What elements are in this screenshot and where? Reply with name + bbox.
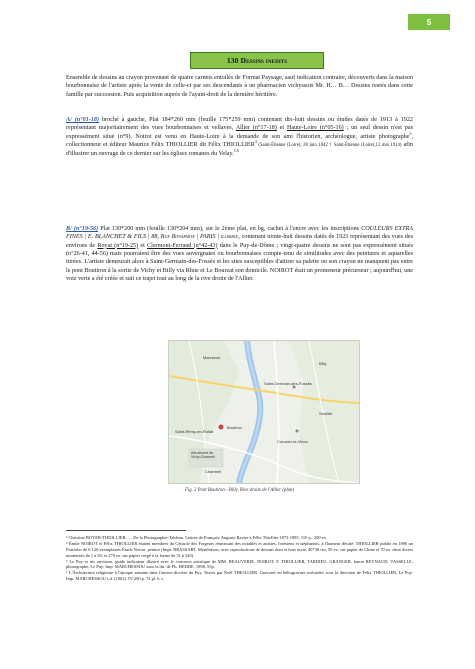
map-label-aerodrome: Aérodrome de Vichy-Charmeil (191, 451, 215, 459)
footnote-6: ⁶ L'Architecture religieuse à l'époque romane dans l'ancien diocèse du Puy. Textes par Noël THIOLLIER. Gravures en héliogravure exécutées sous la direction de Félix THIOLLIER. Le Puy: Imp. MARCHESSOU s.d. [1902]. IV-200 p. 72 pl. h.-t. (66, 570, 413, 582)
map-figure (168, 340, 360, 484)
footnote-ref-4: 4 (254, 138, 257, 144)
section-title: 130 Dessins inedits (190, 52, 324, 69)
allier-ref: Allier (n°17-18) (235, 125, 277, 132)
notebook-a-ref: A/ (n°01-18) (66, 117, 100, 123)
paragraph-notebook-a: A/ (n°01-18) broché à gauche, Plat 184*260 mm (feuille 175*259 mm) contenant dix-huit dessins ou études datés de 1913 à 1922 représentant majoritairement des vues bourbonnaises et vellaves, Allier (n°17-18) et Haute-Loire (n°05-16) ; un seul dessin n'est pas expressément situé (n°9). Noirot est venu en Haute-Loire à la demande de son ami l'historien, archéologue, artiste photographe$^3$, collectionneur et éditeur Maurice Félix THIOLLIER dit Félix THIOLLIER$^4$ (Saint-Étienne (Loire), 28 juin 1842 † Saint-Étienne (Loire),12 mai 1914) afin d'illustrer un ouvrage de ce dernier sur les églises romanes du Velay.$^{5 6}$ (66, 117, 414, 158)
figure-caption: Fig. 2 Pont Boutiron - Billy, Rive droite de l'Allier (plan) (184, 488, 295, 493)
thiollier-bio: (Saint-Étienne (Loire), 28 juin 1842 † Saint-Étienne (Loire),12 mai 1914) (256, 143, 402, 149)
footnote-5: ⁵ Le Puy et ses environs, guide indicateur illustré avec le concours artistique de MM. BEAUVERIE, NOIROT, F. THIOLLIER, TARDIEU, GRANGER, baron REYNAUD, VASSELLE, photographe, Le Puy: Imp. MARCHESSOU sous la dir. de Ph. HEDDE, 1898, 55p. (66, 558, 413, 570)
footnote-rule (66, 530, 186, 531)
map-label-billy: Billy (319, 361, 327, 366)
map-label-seuillet: Seuillet (319, 411, 333, 416)
map-label-charmeil: Charmeil (205, 469, 222, 474)
haute-loire-ref: Haute-Loire (n°05-16) (286, 125, 344, 132)
paragraph-notebook-b: B/ (n°19-56) Plat 130*200 mm (feuille 130*204 mm), sur le 2ème plat, en bg, cachet à l'encre avec les inscriptions COULEURS EXTRA FINES | E. BLANCHET & FILS | 88, Rue Bonaparte | PARIS | illisible, contenant trente-huit dessins datés de 1923 représentant des vues des environs de Royat (n°19-25) et Clermont-Ferrand (n°42-43) dans le Puy-de-Dôme ; vingt-quatre dessins ne sont pas expressément situés (n°26-41, 44-56) mais pourraient être des vues auvergnates ou bourbonnaises compte-tenu de similitudes avec des peintures et aquarelles titrées. L'artiste demeurait alors à Saint-Germain-des-Fossés et les sites susceptibles d'attirer sa palette ou son crayon ne manquent pas entre le pont Boutiron à la sortie de Vichy et Billy via Rhue et Le Bourzat son domicile. NOIROT était un promeneur précurseur ; aujourd'hui, une voie verte a été créée et suit ce trajet tout au long de la rive droite de l'Allier. (66, 226, 414, 283)
footnotes (66, 535, 413, 582)
royat-ref: Royat (n°19-25) (97, 242, 139, 249)
footnote-ref-3: 3 (409, 130, 412, 136)
page-number: 5 (408, 14, 450, 30)
map-label-marcenat: Marcenat (203, 355, 220, 360)
map-label-boutiron: Boutiron (227, 425, 242, 430)
map-label-saint-remy: Saint-Rémy-en-Rollat (175, 429, 214, 434)
map-label-creuzier: Creuzier-le-Vieux (277, 439, 308, 444)
intro-paragraph: Ensemble de dessins au crayon provenant de quatre carnets entoilés de Format Paysage, sauf indication contraire, découverts dans la maison bourbonnaise de l'artiste après la vente de celle-ci par ses descendants à un pharmacien vichyssois Mr. H… B… Dessins restés dans cette famille par succession. Puis acquisition auprès de l'ayant-droit de la dernière héritière. (66, 75, 413, 98)
notebook-b-ref: B/ (n°19-56) (66, 226, 99, 232)
footnote-3: ³ Christine BOYER-THIOLLIER, … De la Photographie-Tableau. Lettres de François-Auguste Ravier à Félix Thiollier 1873-1895, 110 p., 200 ex. (66, 535, 328, 540)
stamp-inscription: COULEURS EXTRA FINES | E. BLANCHET & FILS | 88, Rue Bonaparte | PARIS | illisible (66, 226, 414, 241)
footnote-ref-5-6: 5 6 (233, 148, 239, 154)
map-label-saint-germain: Saint-Germain-des-Fossés (264, 381, 312, 386)
location-pin-icon (219, 425, 224, 430)
clermont-ref: Clermont-Ferrand (n°42-43) (147, 242, 218, 249)
footnote-4: ⁴ Émile NOIROT et Félix THIOLLIER étaient membres du Cénacle des Forgeurs réunissant des notables et artistes, forésiens et stéphanois, à l'humeur décalé. THIOLLIER publie en 1896 un Portfolio de 6 120 exemplaires Émile Noirot, peintre (Impr. BRASSART, Montbrison, avec reproductions de dessins dont et hors texte, 40*30 cm, 50 ex. sur papier de Chine et 70 ex. deux divers numérotés de 1 à 50, et 270 ex. sur papier vergé à la forme de 51 à 320). (66, 541, 413, 558)
